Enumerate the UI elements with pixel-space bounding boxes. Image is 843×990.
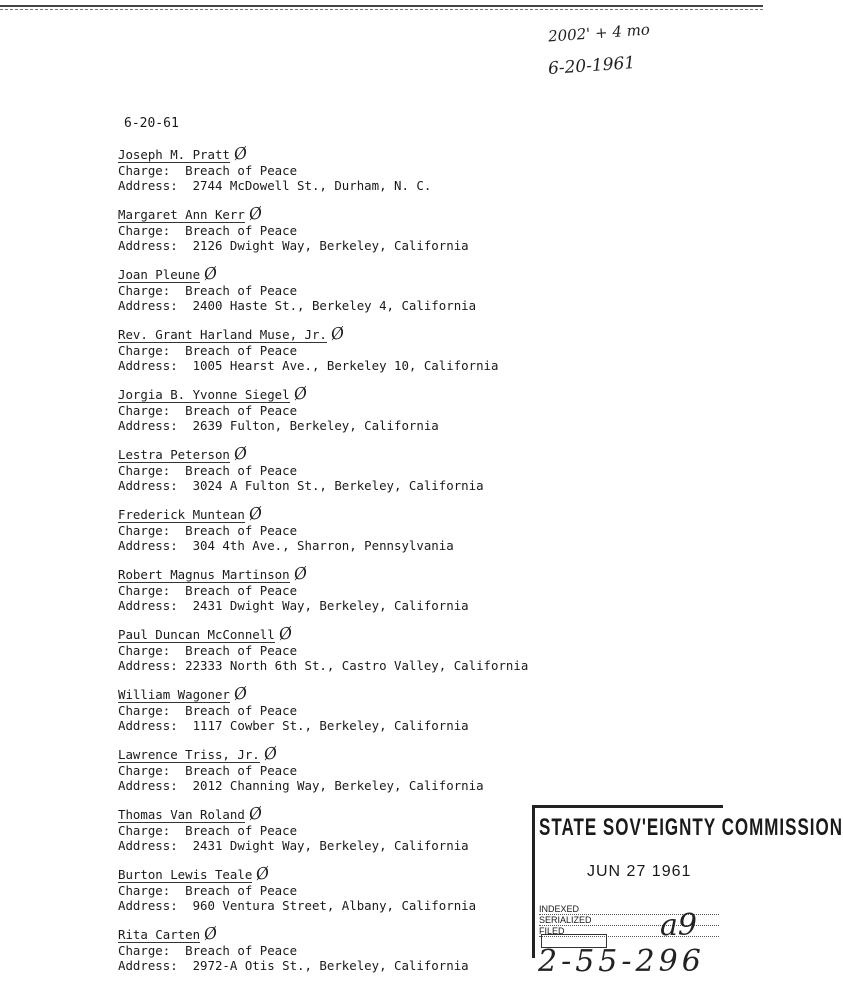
address-text: Address: 2431 Dwight Way, Berkeley, California <box>118 838 469 853</box>
list-item <box>118 863 538 926</box>
list-date: 6-20-61 <box>124 116 179 131</box>
charge-text: Charge: Breach of Peace <box>118 763 298 778</box>
top-border-line <box>0 5 763 7</box>
check-mark-icon: Ø <box>254 863 271 884</box>
top-border-dashes <box>0 9 763 10</box>
person-name: Frederick Muntean <box>118 507 245 522</box>
check-mark-icon: Ø <box>329 323 346 344</box>
check-mark-icon: Ø <box>247 803 264 824</box>
charge-text: Charge: Breach of Peace <box>118 823 298 838</box>
list-item <box>118 563 538 626</box>
list-item <box>118 383 538 446</box>
person-name: Robert Magnus Martinson <box>118 567 290 582</box>
person-name: Rev. Grant Harland Muse, Jr. <box>118 327 327 342</box>
check-mark-icon: Ø <box>247 203 264 224</box>
list-item <box>118 203 538 266</box>
check-mark-icon: Ø <box>232 143 249 164</box>
list-item <box>118 443 538 506</box>
charge-text: Charge: Breach of Peace <box>118 223 298 238</box>
check-mark-icon: Ø <box>262 743 279 764</box>
handwritten-initials: a9 <box>660 908 697 943</box>
address-text: Address: 2744 McDowell St., Durham, N. C. <box>118 178 432 193</box>
list-item <box>118 803 538 866</box>
person-name: Joseph M. Pratt <box>118 147 230 162</box>
person-name: Rita Carten <box>118 927 201 942</box>
address-text: Address: 2639 Fulton, Berkeley, California <box>118 418 439 433</box>
charge-text: Charge: Breach of Peace <box>118 523 298 538</box>
address-text: Address: 1117 Cowber St., Berkeley, California <box>118 718 469 733</box>
list-item <box>118 323 538 386</box>
list-item <box>118 503 538 566</box>
charge-text: Charge: Breach of Peace <box>118 943 298 958</box>
charge-text: Charge: Breach of Peace <box>118 343 298 358</box>
address-text: Address: 3024 A Fulton St., Berkeley, California <box>118 478 484 493</box>
address-text: Address: 2972-A Otis St., Berkeley, California <box>118 958 469 973</box>
check-mark-icon: Ø <box>247 503 264 524</box>
stamp-field-filed: FILED <box>539 926 719 937</box>
stamp-field-indexed: INDEXED <box>539 904 719 915</box>
charge-text: Charge: Breach of Peace <box>118 583 298 598</box>
handwritten-note: 2002' + 4 mo <box>547 20 651 46</box>
list-item <box>118 923 538 986</box>
person-name: Paul Duncan McConnell <box>118 627 275 642</box>
address-text: Address: 22333 North 6th St., Castro Valley, California <box>118 658 529 673</box>
check-mark-icon: Ø <box>232 683 249 704</box>
list-item <box>118 623 538 686</box>
person-name: Margaret Ann Kerr <box>118 207 245 222</box>
person-name: William Wagoner <box>118 687 230 702</box>
handwritten-file-number: 2-55-296 <box>538 944 705 979</box>
address-text: Address: 2431 Dwight Way, Berkeley, California <box>118 598 469 613</box>
handwritten-date: 6-20-1961 <box>547 52 636 80</box>
check-mark-icon: Ø <box>277 623 294 644</box>
address-text: Address: 304 4th Ave., Sharron, Pennsylvania <box>118 538 454 553</box>
check-mark-icon: Ø <box>292 563 309 584</box>
arrest-list <box>118 143 538 986</box>
charge-text: Charge: Breach of Peace <box>118 703 298 718</box>
stamp-heading: STATE SOV'EIGNTY COMMISSION <box>539 814 843 841</box>
person-name: Lestra Peterson <box>118 447 230 462</box>
address-text: Address: 2400 Haste St., Berkeley 4, California <box>118 298 477 313</box>
address-text: Address: 1005 Hearst Ave., Berkeley 10, California <box>118 358 499 373</box>
check-mark-icon: Ø <box>232 443 249 464</box>
list-item <box>118 263 538 326</box>
charge-text: Charge: Breach of Peace <box>118 163 298 178</box>
check-mark-icon: Ø <box>292 383 309 404</box>
check-mark-icon: Ø <box>202 923 219 944</box>
charge-text: Charge: Breach of Peace <box>118 403 298 418</box>
list-item <box>118 143 538 206</box>
person-name: Lawrence Triss, Jr. <box>118 747 260 762</box>
check-mark-icon: Ø <box>202 263 219 284</box>
address-text: Address: 2126 Dwight Way, Berkeley, California <box>118 238 469 253</box>
address-text: Address: 960 Ventura Street, Albany, California <box>118 898 477 913</box>
address-text: Address: 2012 Channing Way, Berkeley, California <box>118 778 484 793</box>
charge-text: Charge: Breach of Peace <box>118 463 298 478</box>
charge-text: Charge: Breach of Peace <box>118 643 298 658</box>
person-name: Thomas Van Roland <box>118 807 245 822</box>
stamp-date: JUN 27 1961 <box>587 863 692 880</box>
charge-text: Charge: Breach of Peace <box>118 883 298 898</box>
stamp-field-serialized: SERIALIZED <box>539 915 719 926</box>
list-item <box>118 683 538 746</box>
person-name: Joan Pleune <box>118 267 201 282</box>
person-name: Jorgia B. Yvonne Siegel <box>118 387 290 402</box>
list-item <box>118 743 538 806</box>
charge-text: Charge: Breach of Peace <box>118 283 298 298</box>
person-name: Burton Lewis Teale <box>118 867 253 882</box>
